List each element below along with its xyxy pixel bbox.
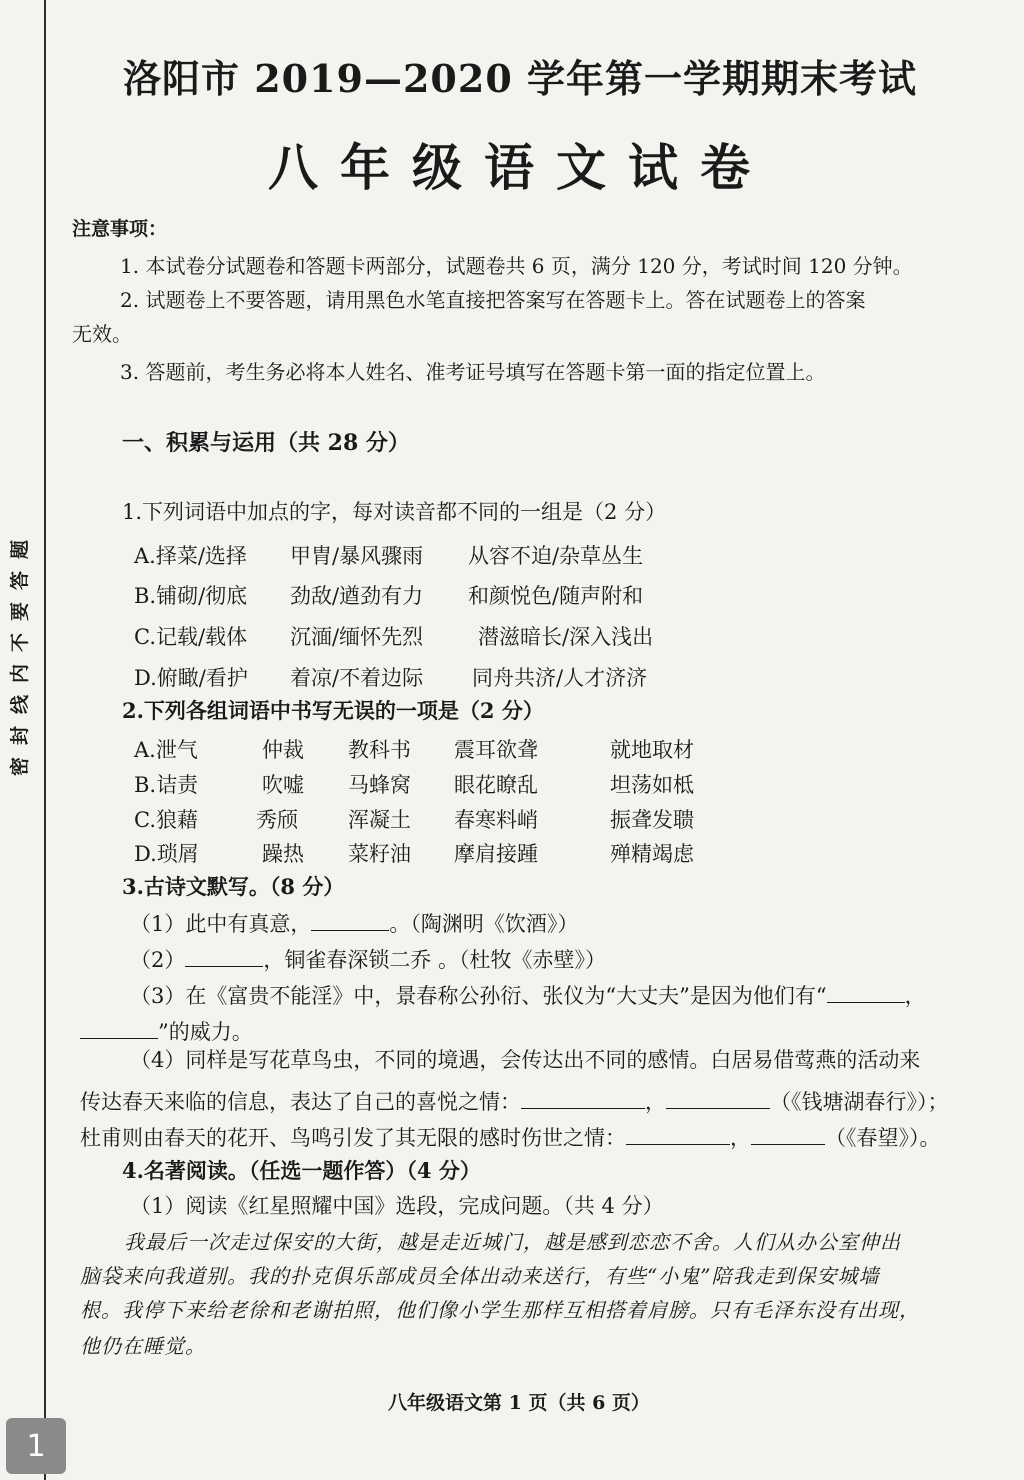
answer-blank[interactable] — [80, 1016, 158, 1039]
q3-item-1 — [130, 908, 578, 937]
item-text: （《春望》）。 — [825, 1126, 941, 1151]
answer-blank[interactable] — [751, 1122, 825, 1145]
option-text: 秀颀 — [256, 808, 298, 832]
item-text: （2） — [130, 948, 186, 973]
exam-title: 洛阳市 2019—2020 学年第一学期期末考试 — [123, 56, 917, 101]
option-text: 同舟共济/人才济济 — [472, 666, 648, 690]
option-text: 着凉/不着边际 — [290, 666, 424, 690]
seal-char: 答 — [9, 570, 32, 591]
item-text: ，铜雀春深锁二乔 。（杜牧《赤壁》） — [263, 948, 607, 973]
seal-line-notice — [6, 540, 36, 776]
option-text: 春寒料峭 — [454, 808, 538, 832]
option-text: 殚精竭虑 — [610, 842, 694, 866]
passage-line: 脑袋来向我道别。我的扑克俱乐部成员全体出动来送行，有些“小鬼”陪我走到保安城墙 — [80, 1264, 880, 1288]
q3-item-4: （4）同样是写花草鸟虫，不同的境遇，会传达出不同的感情。白居易借莺燕的活动来 — [130, 1048, 921, 1072]
option-text: 潜滋暗长/深入浅出 — [478, 625, 654, 649]
viewer-page-indicator[interactable] — [6, 1418, 66, 1474]
option-text: 甲胄/暴风骤雨 — [290, 544, 424, 568]
seal-char: 内 — [9, 663, 32, 684]
answer-blank[interactable] — [521, 1086, 645, 1109]
seal-char: 题 — [9, 539, 32, 560]
option-text: 仲裁 — [262, 738, 304, 762]
option-text: 沉湎/缅怀先烈 — [290, 625, 424, 649]
option-text: 躁热 — [262, 842, 304, 866]
q3-stem: 3.古诗文默写。（8 分） — [122, 874, 345, 899]
option-text: 吹嘘 — [262, 773, 304, 797]
q4-sub1: （1）阅读《红星照耀中国》选段，完成问题。（共 4 分） — [130, 1194, 664, 1218]
option-text: 教科书 — [348, 738, 411, 762]
q1-stem: 1.下列词语中加点的字，每对读音都不同的一组是（2 分） — [122, 500, 667, 524]
seal-char: 不 — [9, 632, 32, 653]
option-text: 摩肩接踵 — [454, 842, 538, 866]
option-text: 眼花瞭乱 — [454, 773, 538, 797]
item-text: （1）此中有真意， — [130, 912, 312, 937]
option-text: 震耳欲聋 — [454, 738, 538, 762]
item-text: 。（陶渊明《饮酒》） — [389, 912, 579, 937]
option-text: 振聋发聩 — [610, 808, 694, 832]
item-text: 杜甫则由春天的花开、鸟鸣引发了其无限的感时伤世之情： — [80, 1126, 626, 1151]
q4-stem: 4.名著阅读。（任选一题作答）（4 分） — [122, 1158, 481, 1183]
item-text: （3）在《富贵不能淫》中，景春称公孙衍、张仪为“大丈夫”是因为他们有“ — [130, 984, 827, 1009]
item-text: ”的威力。 — [158, 1020, 253, 1045]
option-text: D.俯瞰/看护 — [134, 666, 248, 690]
q2-stem: 2.下列各组词语中书写无误的一项是（2 分） — [122, 698, 544, 723]
page-footer: 八年级语文第 1 页（共 6 页） — [388, 1392, 650, 1414]
option-text: 马蜂窝 — [348, 773, 411, 797]
option-text: C.狼藉 — [134, 808, 198, 832]
note-3: 3. 答题前，考生务必将本人姓名、准考证号填写在答题卡第一面的指定位置上。 — [120, 360, 826, 384]
option-text: 和颜悦色/随声附和 — [468, 584, 644, 608]
note-2-cont: 无效。 — [72, 322, 132, 346]
q3-item-4-line2 — [80, 1086, 949, 1115]
answer-blank[interactable] — [626, 1122, 730, 1145]
seal-char: 要 — [9, 601, 32, 622]
option-text: 菜籽油 — [348, 842, 411, 866]
option-text: A.泄气 — [134, 738, 198, 762]
item-text: （《钱塘湖春行》）； — [770, 1090, 949, 1115]
paper-title: 八年级语文试卷 — [268, 138, 772, 197]
option-text: 浑凝土 — [348, 808, 411, 832]
q3-item-2 — [130, 944, 606, 973]
seal-char: 线 — [9, 694, 32, 715]
notes-heading: 注意事项： — [72, 218, 168, 240]
passage-line: 我最后一次走过保安的大街，越是走近城门，越是感到恋恋不舍。人们从办公室伸出 — [124, 1230, 901, 1254]
note-1: 1. 本试卷分试题卷和答题卡两部分，试题卷共 6 页，满分 120 分，考试时间 120 分钟。 — [120, 254, 913, 278]
answer-blank[interactable] — [185, 944, 263, 967]
option-text: D.琐屑 — [134, 842, 199, 866]
option-text: 坦荡如柢 — [610, 773, 694, 797]
answer-blank[interactable] — [311, 908, 389, 931]
passage-line: 他仍在睡觉。 — [80, 1334, 206, 1358]
seal-char: 密 — [9, 756, 32, 777]
option-text: 就地取材 — [610, 738, 694, 762]
answer-blank[interactable] — [666, 1086, 770, 1109]
item-text: 传达春天来临的信息，表达了自己的喜悦之情： — [80, 1090, 521, 1115]
item-text: ， — [730, 1126, 751, 1151]
section-heading: 一、积累与运用（共 28 分） — [122, 430, 410, 456]
q3-item-4-line3 — [80, 1122, 941, 1151]
item-text: ， — [645, 1090, 666, 1115]
binding-line — [44, 0, 46, 1480]
q3-item-3-cont — [80, 1016, 253, 1045]
option-text: 从容不迫/杂草丛生 — [468, 544, 644, 568]
viewer-page-number: 1 — [26, 1428, 46, 1464]
seal-char: 封 — [9, 725, 32, 746]
note-2: 2. 试题卷上不要答题，请用黑色水笔直接把答案写在答题卡上。答在试题卷上的答案 — [120, 288, 866, 312]
item-text: ， — [904, 984, 926, 1009]
option-text: B.铺砌/彻底 — [134, 584, 248, 608]
option-text: 劲敌/遒劲有力 — [290, 584, 424, 608]
passage-line: 根。我停下来给老徐和老谢拍照，他们像小学生那样互相搭着肩膀。只有毛泽东没有出现， — [80, 1298, 920, 1322]
option-text: A.择菜/选择 — [134, 544, 247, 568]
q3-item-3 — [130, 980, 926, 1009]
answer-blank[interactable] — [827, 980, 905, 1003]
option-text: C.记载/载体 — [134, 625, 248, 649]
option-text: B.诘责 — [134, 773, 199, 797]
